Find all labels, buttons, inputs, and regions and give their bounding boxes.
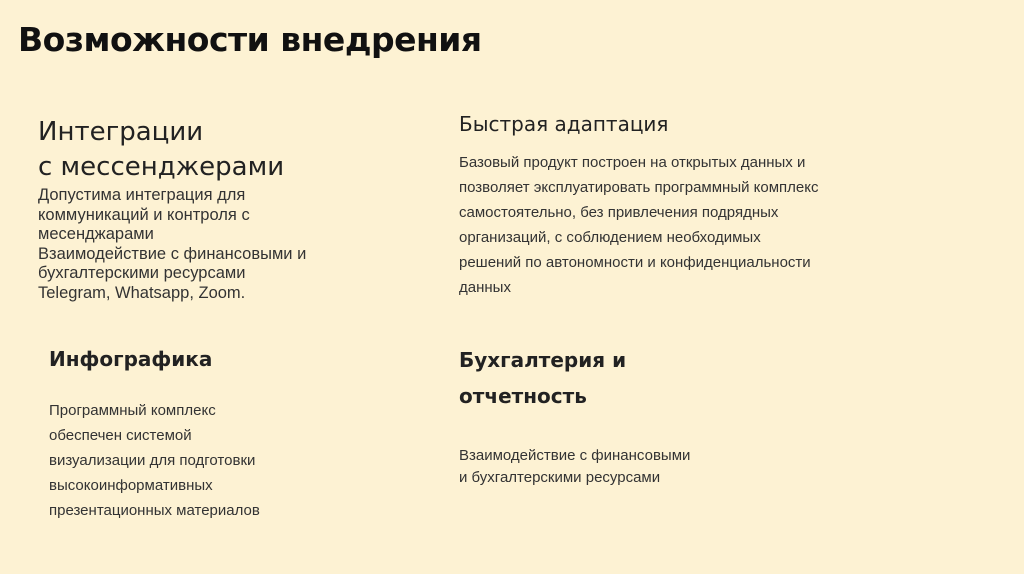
infographics-text-line: обеспечен системой — [49, 427, 192, 444]
accounting-heading-line: отчетность — [459, 384, 587, 408]
infographics-text-line: визуализации для подготовки — [49, 452, 256, 469]
adaptation-text — [459, 150, 818, 300]
adaptation-text-line: решений по автономности и конфиденциальности — [459, 254, 811, 271]
page-title: Возможности внедрения — [18, 20, 482, 59]
infographics-heading: Инфографика — [49, 347, 213, 371]
adaptation-text-line: данных — [459, 279, 511, 296]
infographics-text-line: Программный комплекс — [49, 402, 216, 419]
infographics-text — [49, 398, 260, 523]
integrations-text-line: Допустима интеграция для — [38, 186, 246, 204]
adaptation-text-line: организаций, с соблюдением необходимых — [459, 229, 761, 246]
adaptation-text-line: Базовый продукт построен на открытых данных и — [459, 154, 806, 171]
integrations-heading-line: с мессенджерами — [38, 152, 285, 182]
accounting-text-line: и бухгалтерскими ресурсами — [459, 469, 661, 486]
integrations-text — [38, 186, 306, 303]
integrations-text-line: коммуникаций и контроля с — [38, 205, 250, 224]
accounting-heading-line: Бухгалтерия и — [459, 348, 627, 372]
integrations-text-line: Telegram, Whatsapp, Zoom. — [38, 283, 246, 302]
infographics-text-line: презентационных материалов — [49, 502, 260, 519]
integrations-heading — [38, 115, 284, 185]
accounting-text — [459, 445, 690, 489]
accounting-heading — [459, 342, 626, 414]
adaptation-text-line: позволяет эксплуатировать программный комплекс — [459, 179, 819, 196]
adaptation-heading: Быстрая адаптация — [459, 112, 669, 136]
accounting-text-line: Взаимодействие с финансовыми — [459, 447, 691, 464]
integrations-text-line: месенджарами — [38, 225, 154, 243]
integrations-text-line: Взаимодействие с финансовыми и — [38, 244, 307, 263]
integrations-heading-line: Интеграции — [38, 117, 204, 147]
adaptation-text-line: самостоятельно, без привлечения подрядных — [459, 204, 779, 221]
integrations-text-line: бухгалтерскими ресурсами — [38, 264, 246, 282]
infographics-text-line: высокоинформативных — [49, 477, 213, 494]
